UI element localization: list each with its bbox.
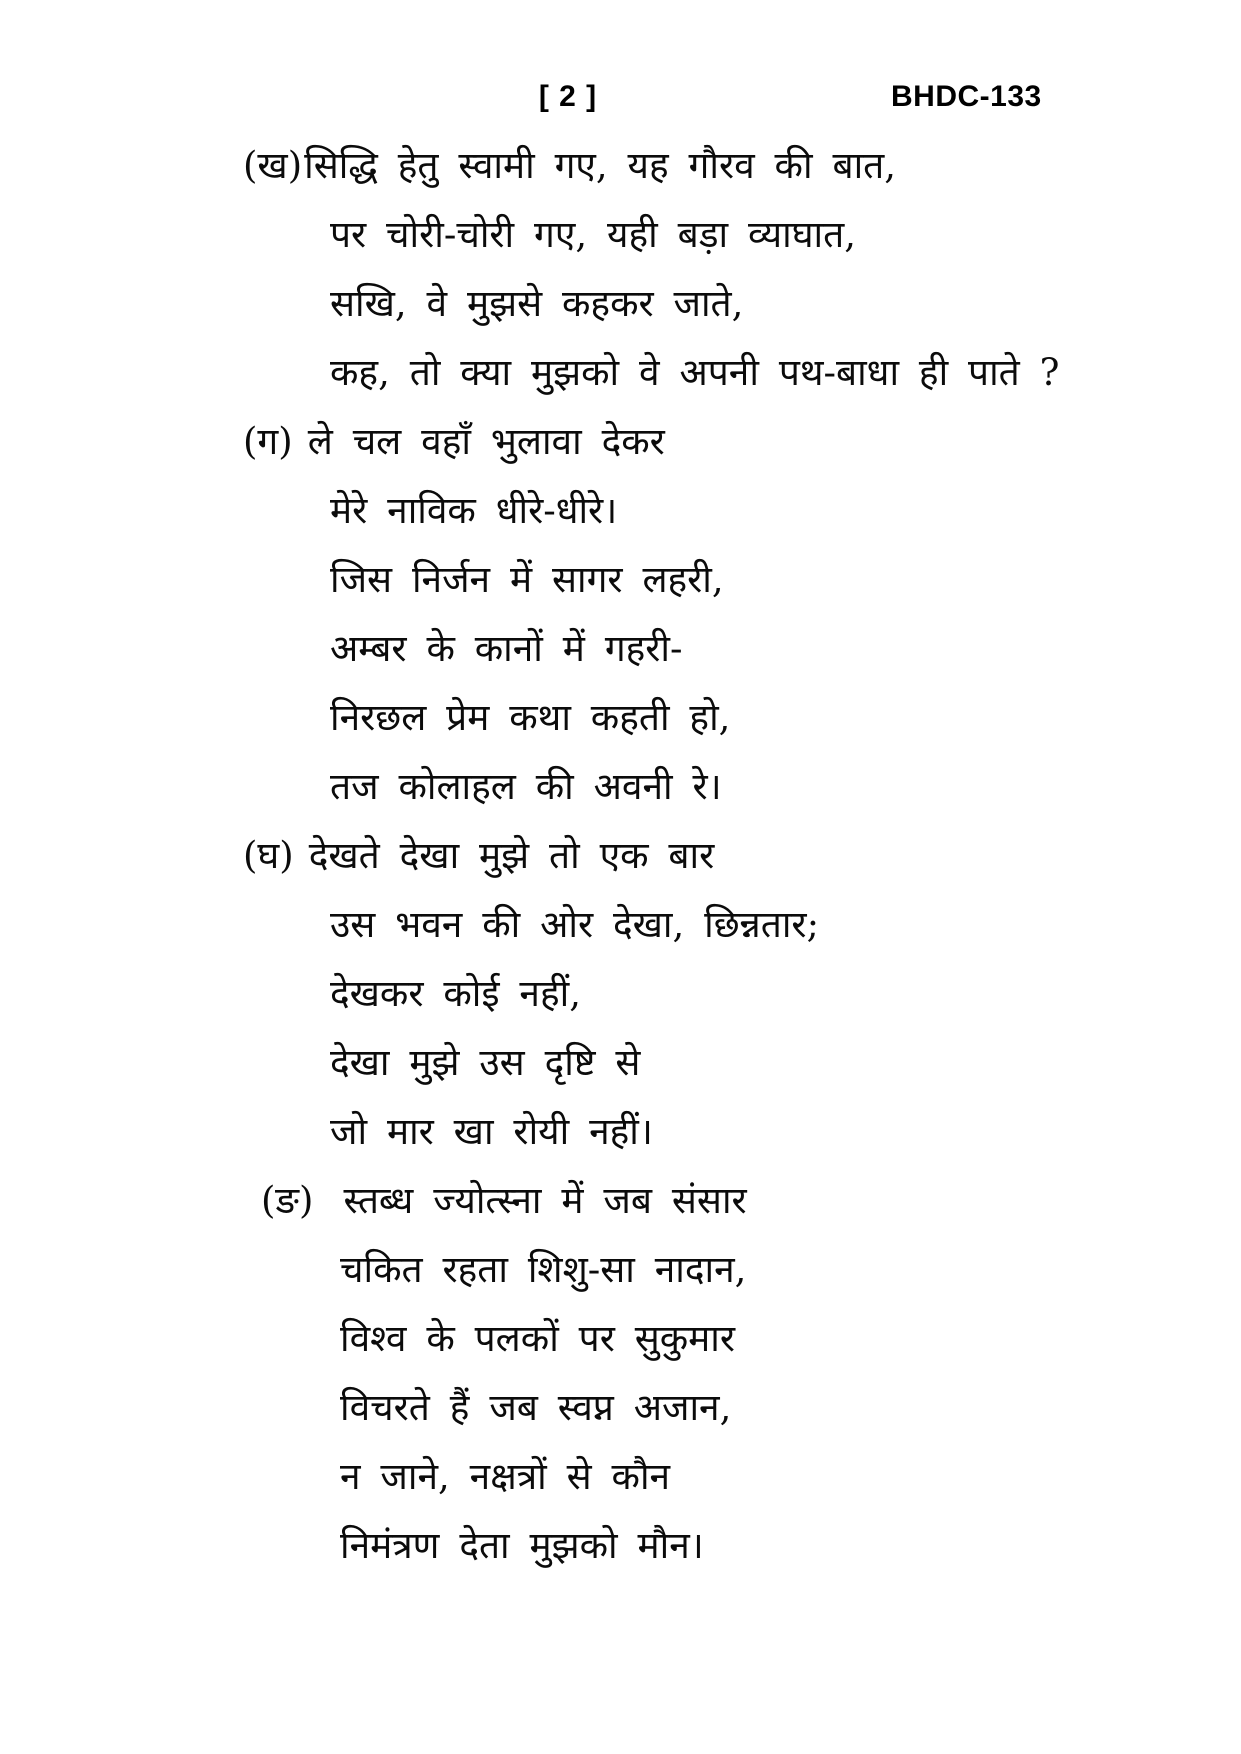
page-header bbox=[0, 80, 1241, 120]
poem-line-text: निरछल प्रेम कथा कहती हो, bbox=[330, 696, 731, 739]
stanza-label: (ग) bbox=[243, 420, 293, 463]
poem-line bbox=[243, 1304, 1181, 1373]
poem-line bbox=[243, 1511, 1181, 1580]
poem-line-text: देखकर कोई नहीं, bbox=[330, 972, 581, 1015]
stanza-label: (ख) bbox=[243, 144, 303, 187]
poem-line bbox=[243, 1373, 1181, 1442]
poem-line-text: कह, तो क्या मुझको वे अपनी पथ-बाधा ही पाते ? bbox=[330, 351, 1060, 394]
poem-line bbox=[243, 338, 1181, 407]
stanza-label: (ङ) bbox=[261, 1179, 314, 1222]
poem-line bbox=[243, 269, 1181, 338]
page-number: [ 2 ] bbox=[538, 80, 598, 113]
poem-line bbox=[243, 752, 1181, 821]
poem-line-text: सखि, वे मुझसे कहकर जाते, bbox=[330, 282, 744, 325]
poem-line bbox=[243, 476, 1181, 545]
poem-line bbox=[243, 1028, 1181, 1097]
poem-line-text: स्तब्ध ज्योत्स्ना में जब संसार bbox=[343, 1179, 747, 1222]
poem-line-text: जो मार खा रोयी नहीं। bbox=[330, 1110, 653, 1153]
poem-line bbox=[243, 545, 1181, 614]
poem-line-text: निमंत्रण देता मुझको मौन। bbox=[340, 1524, 704, 1567]
poem-line bbox=[243, 683, 1181, 752]
poem-line-text: विश्व के पलकों पर सुकुमार bbox=[340, 1317, 735, 1360]
poem-line bbox=[243, 407, 1181, 476]
poem-line bbox=[243, 1442, 1181, 1511]
paper-code: BHDC-133 bbox=[891, 80, 1042, 113]
poem-line-text: देखते देखा मुझे तो एक बार bbox=[308, 834, 715, 877]
poem-stanza bbox=[243, 407, 1181, 821]
poem-line bbox=[243, 821, 1181, 890]
poem-line bbox=[243, 1235, 1181, 1304]
poem-line bbox=[243, 1166, 1181, 1235]
poem-line-text: तज कोलाहल की अवनी रे। bbox=[330, 765, 722, 808]
poem-line-text: चकित रहता शिशु-सा नादान, bbox=[340, 1248, 747, 1291]
poem-line-text: पर चोरी-चोरी गए, यही बड़ा व्याघात, bbox=[330, 213, 856, 256]
poem-line bbox=[243, 890, 1181, 959]
poem-line bbox=[243, 959, 1181, 1028]
poem-line-text: ले चल वहाँ भुलावा देकर bbox=[307, 420, 665, 463]
poem-line bbox=[243, 1097, 1181, 1166]
poem-line-text: अम्बर के कानों में गहरी- bbox=[330, 627, 683, 670]
poem-stanza bbox=[243, 1166, 1181, 1580]
poem-line-text: जिस निर्जन में सागर लहरी, bbox=[330, 558, 724, 601]
poem-line-text: देखा मुझे उस दृष्टि से bbox=[330, 1041, 641, 1084]
poem-line bbox=[243, 200, 1181, 269]
poem-line-text: सिद्धि हेतु स्वामी गए, यह गौरव की बात, bbox=[304, 144, 897, 187]
poem-line-text: विचरते हैं जब स्वप्न अजान, bbox=[340, 1386, 732, 1429]
poem-line bbox=[243, 614, 1181, 683]
poem-stanza bbox=[243, 821, 1181, 1166]
poem-line-text: उस भवन की ओर देखा, छिन्नतार; bbox=[330, 903, 820, 946]
poem-content bbox=[243, 131, 1181, 1580]
poem-stanza bbox=[243, 131, 1181, 407]
poem-line-text: मेरे नाविक धीरे-धीरे। bbox=[330, 489, 618, 532]
poem-line bbox=[243, 131, 1181, 200]
poem-line-text: न जाने, नक्षत्रों से कौन bbox=[340, 1455, 671, 1498]
stanza-label: (घ) bbox=[243, 834, 294, 877]
